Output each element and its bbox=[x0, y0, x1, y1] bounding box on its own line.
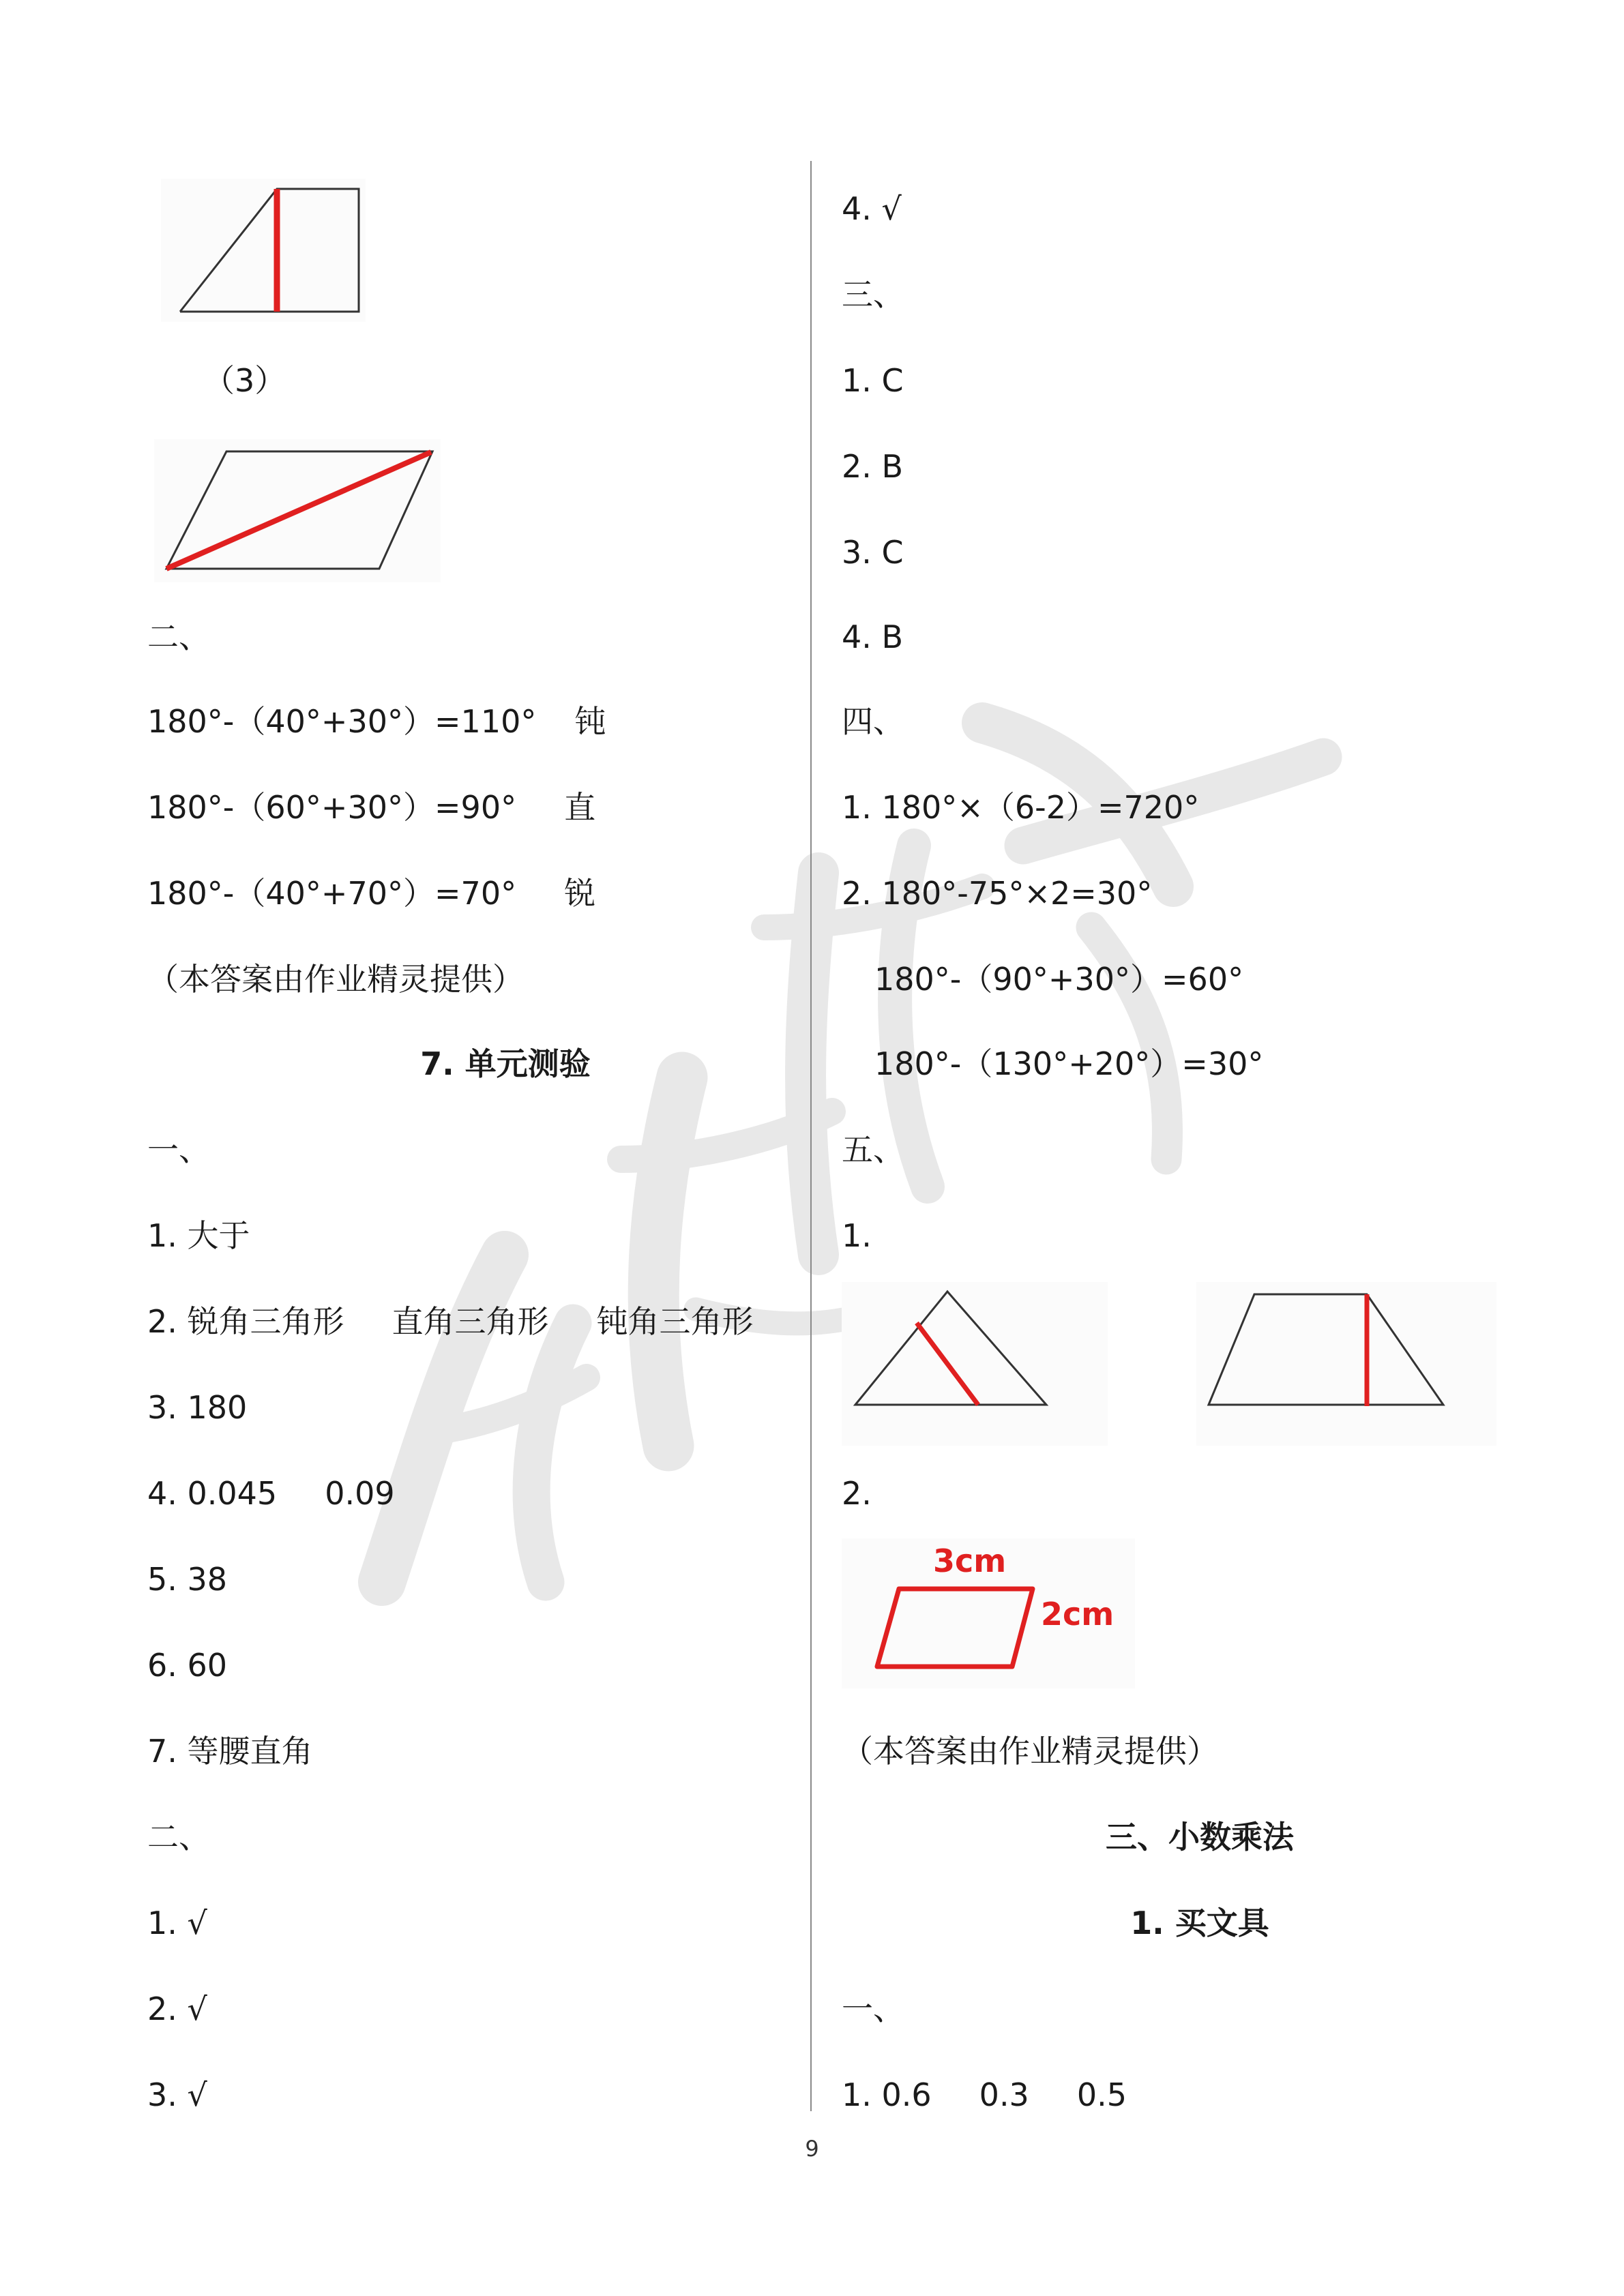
answer-4-2-step2: 180°-（90°+30°）=60° bbox=[874, 961, 1244, 998]
answer-3-3: 3. C bbox=[842, 534, 904, 571]
answer-1-4: 4. 0.045 0.09 bbox=[147, 1475, 395, 1512]
column-divider bbox=[810, 161, 812, 2111]
trapezoid-height-figure-2 bbox=[1196, 1282, 1496, 1446]
page-number: 9 bbox=[805, 2136, 819, 2162]
answer-1-1: 1. 大于 bbox=[147, 1217, 250, 1254]
answer-2b-1: 1. √ bbox=[147, 1905, 207, 1941]
unit-test-title: 7. 单元测验 bbox=[420, 1045, 591, 1082]
answer-1-7: 7. 等腰直角 bbox=[147, 1733, 313, 1770]
answer-3-4: 4. B bbox=[842, 618, 904, 655]
triangle-height-figure bbox=[842, 1282, 1108, 1446]
lesson-answer-1: 1. 0.6 0.3 0.5 bbox=[842, 2076, 1127, 2113]
section-3-heading: 三、 bbox=[842, 276, 904, 313]
dimension-top-label: 3cm bbox=[933, 1542, 1007, 1579]
section-1-heading: 一、 bbox=[147, 1131, 210, 1168]
credit-note-right: （本答案由作业精灵提供） bbox=[842, 1733, 1218, 1770]
figure-3-label: （3） bbox=[203, 362, 286, 399]
answer-1-6: 6. 60 bbox=[147, 1647, 228, 1684]
section-2b-heading: 二、 bbox=[147, 1819, 210, 1855]
answer-4-1: 1. 180°×（6-2）=720° bbox=[842, 789, 1200, 826]
parallelogram-diagonal-figure bbox=[154, 439, 441, 582]
answer-1-3: 3. 180 bbox=[147, 1389, 248, 1426]
lesson-title: 1. 买文具 bbox=[1130, 1905, 1269, 1941]
chapter-title: 三、小数乘法 bbox=[1106, 1819, 1294, 1855]
section-4-heading: 四、 bbox=[842, 703, 904, 740]
answer-1-5: 5. 38 bbox=[147, 1561, 228, 1598]
answer-5-1-label: 1. bbox=[842, 1217, 872, 1254]
answer-4-check: 4. √ bbox=[842, 190, 902, 227]
section-2-heading: 二、 bbox=[147, 618, 210, 655]
lesson-section-1-heading: 一、 bbox=[842, 1991, 904, 2027]
section-5-heading: 五、 bbox=[842, 1131, 904, 1168]
answer-1-2: 2. 锐角三角形 直角三角形 钝角三角形 bbox=[147, 1303, 754, 1340]
answer-4-2-step3: 180°-（130°+20°）=30° bbox=[874, 1045, 1264, 1082]
answer-2b-3: 3. √ bbox=[147, 2076, 207, 2113]
trapezoid-height-figure bbox=[161, 179, 366, 322]
angle-expr-2: 180°-（60°+30°）=90° 直 bbox=[147, 789, 596, 826]
credit-note: （本答案由作业精灵提供） bbox=[147, 961, 524, 998]
answer-5-2-label: 2. bbox=[842, 1475, 872, 1512]
answer-3-1: 1. C bbox=[842, 362, 904, 399]
answer-4-2: 2. 180°-75°×2=30° bbox=[842, 875, 1153, 912]
dimension-side-label: 2cm bbox=[1041, 1596, 1114, 1632]
answer-2b-2: 2. √ bbox=[147, 1991, 207, 2027]
answer-3-2: 2. B bbox=[842, 448, 904, 485]
parallelogram-dimensions-figure bbox=[842, 1538, 1135, 1688]
angle-expr-3: 180°-（40°+70°）=70° 锐 bbox=[147, 875, 596, 912]
angle-expr-1: 180°-（40°+30°）=110° 钝 bbox=[147, 703, 606, 740]
